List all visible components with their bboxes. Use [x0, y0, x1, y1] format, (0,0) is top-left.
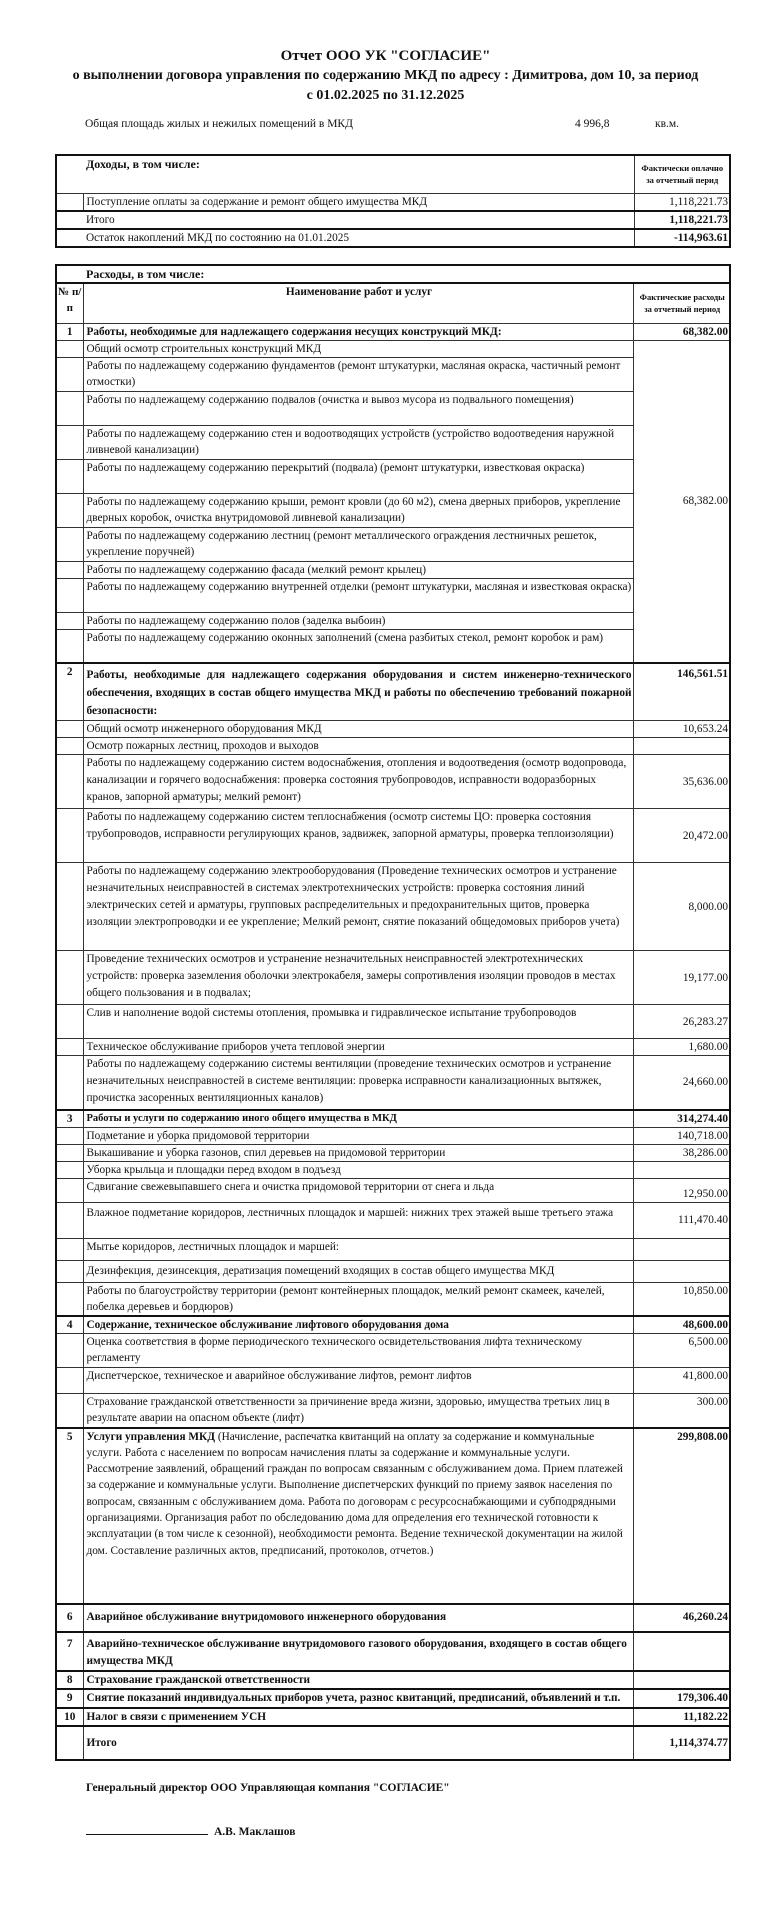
signature-block	[86, 1826, 295, 1838]
item-row	[56, 755, 730, 809]
item-value: 10,850.00	[634, 1282, 730, 1316]
item-value	[634, 1238, 730, 1260]
section-row	[56, 663, 730, 721]
item-value: 1,680.00	[634, 1039, 730, 1056]
income-total-value: 1,118,221.73	[634, 211, 730, 229]
item-row	[56, 863, 730, 951]
item-label: Работы по надлежащему содержанию систем водоснабжения, отопления и водоотведения (осмотр водопровода, канализации и горячего водоснабжения: проверка состояния трубопроводов, исправности водоразборных кранов, запорной арматуры; мелкий ремонт)	[83, 755, 634, 809]
item-label: Осмотр пожарных лестниц, проходов и выходов	[83, 738, 634, 755]
section-value: 11,182.22	[634, 1708, 730, 1726]
section-row	[56, 1316, 730, 1334]
section-title: Страхование гражданской ответственности	[83, 1671, 634, 1689]
item-value: 6,500.00	[634, 1334, 730, 1368]
balance-label: Остаток накоплений МКД по состоянию на 01.01.2025	[83, 229, 634, 247]
income-header-row	[56, 155, 730, 193]
item-value: 8,000.00	[634, 863, 730, 951]
section-title: Работы, необходимые для надлежащего содержания несущих конструкций МКД:	[83, 323, 634, 340]
item-value	[634, 738, 730, 755]
item-row	[56, 459, 730, 493]
section-row	[56, 323, 730, 340]
item-row	[56, 721, 730, 738]
item-label: Работы по надлежащему содержанию оконных заполнений (смена разбитых стекол, ремонт коробок и рам)	[83, 629, 634, 663]
section-row	[56, 1632, 730, 1671]
income-row-label: Поступление оплаты за содержание и ремонт общего имущества МКД	[83, 193, 634, 211]
item-value: 38,286.00	[634, 1144, 730, 1161]
income-title: Доходы, в том числе:	[83, 155, 634, 193]
item-row	[56, 1260, 730, 1282]
signatory-position: Генеральный директор ООО Управляющая компания "СОГЛАСИЕ"	[86, 1782, 450, 1794]
section-value	[634, 1671, 730, 1689]
item-row	[56, 561, 730, 578]
section-row	[56, 1428, 730, 1604]
section-num: 1	[56, 323, 83, 340]
item-label: Подметание и уборка придомовой территории	[83, 1127, 634, 1144]
section-row	[56, 1708, 730, 1726]
section-value: 68,382.00	[634, 323, 730, 340]
income-total-label: Итого	[83, 211, 634, 229]
item-value: 111,470.40	[634, 1202, 730, 1238]
item-label: Оценка соответствия в форме периодического технического освидетельствования лифта техническому регламенту	[83, 1334, 634, 1368]
section-num: 5	[56, 1428, 83, 1604]
item-label: Работы по надлежащему содержанию перекрытий (подвала) (ремонт штукатурки, известковая окраска)	[83, 459, 634, 493]
item-row	[56, 629, 730, 663]
section-row	[56, 1604, 730, 1632]
item-label: Дезинфекция, дезинсекция, дератизация помещений входящих в состав общего имущества МКД	[83, 1260, 634, 1282]
item-row	[56, 493, 730, 527]
signature-line	[86, 1834, 208, 1835]
item-label: Общий осмотр строительных конструкций МКД	[83, 340, 634, 357]
section-value	[634, 1632, 730, 1671]
balance-row	[56, 229, 730, 247]
item-value: 35,636.00	[634, 755, 730, 809]
income-row	[56, 193, 730, 211]
income-table	[55, 154, 731, 248]
item-label: Работы по надлежащему содержанию внутренней отделки (ремонт штукатурки, масляная и известковая окраска)	[83, 578, 634, 612]
item-label: Выкашивание и уборка газонов, спил деревьев на придомовой территории	[83, 1144, 634, 1161]
item-value	[634, 1161, 730, 1178]
item-label: Работы по надлежащему содержанию стен и водоотводящих устройств (устройство водоотведения наружной ливневой канализации)	[83, 425, 634, 459]
section-value: 46,260.24	[634, 1604, 730, 1632]
item-label: Работы по надлежащему содержанию лестниц (ремонт металлического ограждения лестничных решеток, укрепление поручней)	[83, 527, 634, 561]
section-title: Работы и услуги по содержанию иного общего имущества в МКД	[83, 1110, 634, 1128]
expenses-total-row	[56, 1726, 730, 1760]
col-num-header: № п/п	[56, 283, 83, 323]
section-description	[83, 1428, 634, 1604]
item-row	[56, 809, 730, 863]
item-row	[56, 527, 730, 561]
section-value: 299,808.00	[634, 1428, 730, 1604]
item-label: Общий осмотр инженерного оборудования МКД	[83, 721, 634, 738]
item-row	[56, 425, 730, 459]
item-label: Влажное подметание коридоров, лестничных площадок и маршей: нижних трех этажей выше третьего этажа	[83, 1202, 634, 1238]
item-label: Слив и наполнение водой системы отопления, промывка и гидравлическое испытание трубопроводов	[83, 1005, 634, 1039]
section-merged-value: 68,382.00	[634, 340, 730, 663]
item-row	[56, 1127, 730, 1144]
item-value: 19,177.00	[634, 951, 730, 1005]
income-row-value: 1,118,221.73	[634, 193, 730, 211]
item-value: 300.00	[634, 1394, 730, 1428]
item-row	[56, 391, 730, 425]
report-subtitle: о выполнении договора управления по содержанию МКД по адресу : Димитрова, дом 10, за период	[72, 68, 699, 83]
item-row	[56, 1238, 730, 1260]
item-value: 10,653.24	[634, 721, 730, 738]
item-value: 140,718.00	[634, 1127, 730, 1144]
col-value-header: Фактические расходы за отчетный период	[634, 283, 730, 323]
item-label: Работы по надлежащему содержанию крыши, ремонт кровли (до 60 м2), смена дверных приборов, укрепление дверных коробок, очистка внутридомовой ливневой канализации)	[83, 493, 634, 527]
item-label: Сдвигание свежевыпавшего снега и очистка придомовой территории от снега и льда	[83, 1178, 634, 1202]
report-header	[0, 46, 771, 106]
item-row	[56, 1282, 730, 1316]
col-name-header: Наименование работ и услуг	[83, 283, 634, 323]
section-num: 8	[56, 1671, 83, 1689]
item-label: Работы по надлежащему содержанию электрооборудования (Проведение технических осмотров и устранение незначительных неисправностей в системах электротехнических устройств: проверка состояния линий электрических сетей и арматуры, групповых распределительных и предохранительных щитов, проверка изоляции электропроводки и ее укрепление; Мелкий ремонт, снятие показаний общедомовых приборов учета)	[83, 863, 634, 951]
item-row	[56, 340, 730, 357]
item-label: Техническое обслуживание приборов учета тепловой энергии	[83, 1039, 634, 1056]
section-num: 10	[56, 1708, 83, 1726]
item-value: 12,950.00	[634, 1178, 730, 1202]
section-num: 9	[56, 1689, 83, 1708]
item-label: Работы по надлежащему содержанию систем теплоснабжения (осмотр системы ЦО: проверка состояния трубопроводов, исправности регулирующих кранов, задвижек, запорной арматуры, проверка теплоизоляции)	[83, 809, 634, 863]
expenses-title: Расходы, в том числе:	[83, 265, 730, 283]
section-title: Содержание, техническое обслуживание лифтового оборудования дома	[83, 1316, 634, 1334]
expenses-header-row	[56, 283, 730, 323]
expenses-table	[55, 264, 731, 1761]
item-row	[56, 738, 730, 755]
section-title: Работы, необходимые для надлежащего содержания оборудования и систем инженерно-технического обеспечения, входящих в состав общего имущества МКД и работы по обеспечению требований пожарной безопасности:	[83, 663, 634, 721]
item-row	[56, 1178, 730, 1202]
section-value: 314,274.40	[634, 1110, 730, 1128]
item-row	[56, 1039, 730, 1056]
item-value: 24,660.00	[634, 1056, 730, 1110]
expenses-total-value: 1,114,374.77	[634, 1726, 730, 1760]
report-title: Отчет ООО УК "СОГЛАСИЕ"	[280, 48, 491, 64]
item-row	[56, 578, 730, 612]
item-label: Работы по надлежащему содержанию системы вентиляции (проведение технических осмотров и устранение незначительных неисправностей в системе вентиляции: проверка исправности канализационных вытяжек, прочистка засоренных вентиляционных каналов)	[83, 1056, 634, 1110]
section-row	[56, 1671, 730, 1689]
item-row	[56, 612, 730, 629]
item-label: Работы по благоустройству территории (ремонт контейнерных площадок, мелкий ремонт скамеек, качелей, побелка деревьев и бордюров)	[83, 1282, 634, 1316]
item-label: Диспетчерское, техническое и аварийное обслуживание лифтов, ремонт лифтов	[83, 1368, 634, 1394]
item-label: Работы по надлежащему содержанию фундаментов (ремонт штукатурки, масляная окраска, частичный ремонт отмостки)	[83, 357, 634, 391]
item-label: Проведение технических осмотров и устранение незначительных неисправностей электротехнических устройств: проверка заземления оболочки электрокабеля, замеры сопротивления изоляции проводов в местах общего пользования и в подвалах;	[83, 951, 634, 1005]
item-row	[56, 1056, 730, 1110]
section-num: 4	[56, 1316, 83, 1334]
expenses-title-row	[56, 265, 730, 283]
balance-value: -114,963.61	[634, 229, 730, 247]
section-value: 146,561.51	[634, 663, 730, 721]
signatory-name: А.В. Маклашов	[214, 1826, 296, 1838]
item-label: Работы по надлежащему содержанию полов (заделка выбоин)	[83, 612, 634, 629]
income-total-row	[56, 211, 730, 229]
item-label: Работы по надлежащему содержанию фасада (мелкий ремонт крылец)	[83, 561, 634, 578]
section-num: 6	[56, 1604, 83, 1632]
section-title: Снятие показаний индивидуальных приборов учета, разнос квитанций, предписаний, объявлений и т.п.	[83, 1689, 634, 1708]
section-value: 48,600.00	[634, 1316, 730, 1334]
item-value: 20,472.00	[634, 809, 730, 863]
section-row	[56, 1110, 730, 1128]
section-title: Услуги управления МКД	[86, 1430, 216, 1443]
total-area-unit: кв.м.	[655, 118, 680, 130]
item-label: Мытье коридоров, лестничных площадок и маршей:	[83, 1238, 634, 1260]
item-row	[56, 1334, 730, 1368]
section-title: Налог в связи с применением УСН	[83, 1708, 634, 1726]
section-value: 179,306.40	[634, 1689, 730, 1708]
section-num: 2	[56, 663, 83, 721]
section-title: Аварийное обслуживание внутридомового инженерного оборудования	[83, 1604, 634, 1632]
item-value	[634, 1260, 730, 1282]
item-value: 41,800.00	[634, 1368, 730, 1394]
total-area-label: Общая площадь жилых и нежилых помещений в МКД	[85, 118, 353, 130]
item-value: 26,283.27	[634, 1005, 730, 1039]
section-title-rest: (Начисление, распечатка квитанций на оплату за содержание и коммунальные услуги. Работа с населением по вопросам начисления платы за содержание и коммунальные услуги. Рассмотрение заявлений, обращений граждан по вопросам связанным с обслуживанием дома. Прием платежей за содержание и коммунальные услуги. Выполнение диспетчерских функций по приему заявок населения по вопросам, связанным с обслуживанием дома. Работа по договорам с ресурсоснабжающими и субподрядными организациями. Организация работ по обследованию дома для определения его технической готовности к эксплуатации (в том числе к сезонной), необходимости ремонта. Ведение технической документации на жилой дом. Составление различных актов, предписаний, протоколов, отчетов.)	[86, 1430, 623, 1557]
section-row	[56, 1689, 730, 1708]
item-row	[56, 1144, 730, 1161]
income-column-header: Фактически оплачно за отчетный перид	[634, 155, 730, 193]
report-period: с 01.02.2025 по 31.12.2025	[306, 88, 465, 103]
item-row	[56, 1368, 730, 1394]
section-num: 7	[56, 1632, 83, 1671]
item-row	[56, 1161, 730, 1178]
section-num: 3	[56, 1110, 83, 1128]
item-row	[56, 1394, 730, 1428]
item-label: Уборка крыльца и площадки перед входом в подъезд	[83, 1161, 634, 1178]
item-label: Страхование гражданской ответственности за причинение вреда жизни, здоровью, имущества третьих лиц в результате аварии на опасном объекте (лифт)	[83, 1394, 634, 1428]
item-row	[56, 1005, 730, 1039]
item-row	[56, 357, 730, 391]
item-row	[56, 951, 730, 1005]
total-area-value: 4 996,8	[575, 118, 610, 130]
section-title: Аварийно-техническое обслуживание внутридомового газового оборудования, входящего в состав общего имущества МКД	[83, 1632, 634, 1671]
item-row	[56, 1202, 730, 1238]
item-label: Работы по надлежащему содержанию подвалов (очистка и вывоз мусора из подвального помещения)	[83, 391, 634, 425]
expenses-total-label: Итого	[83, 1726, 634, 1760]
